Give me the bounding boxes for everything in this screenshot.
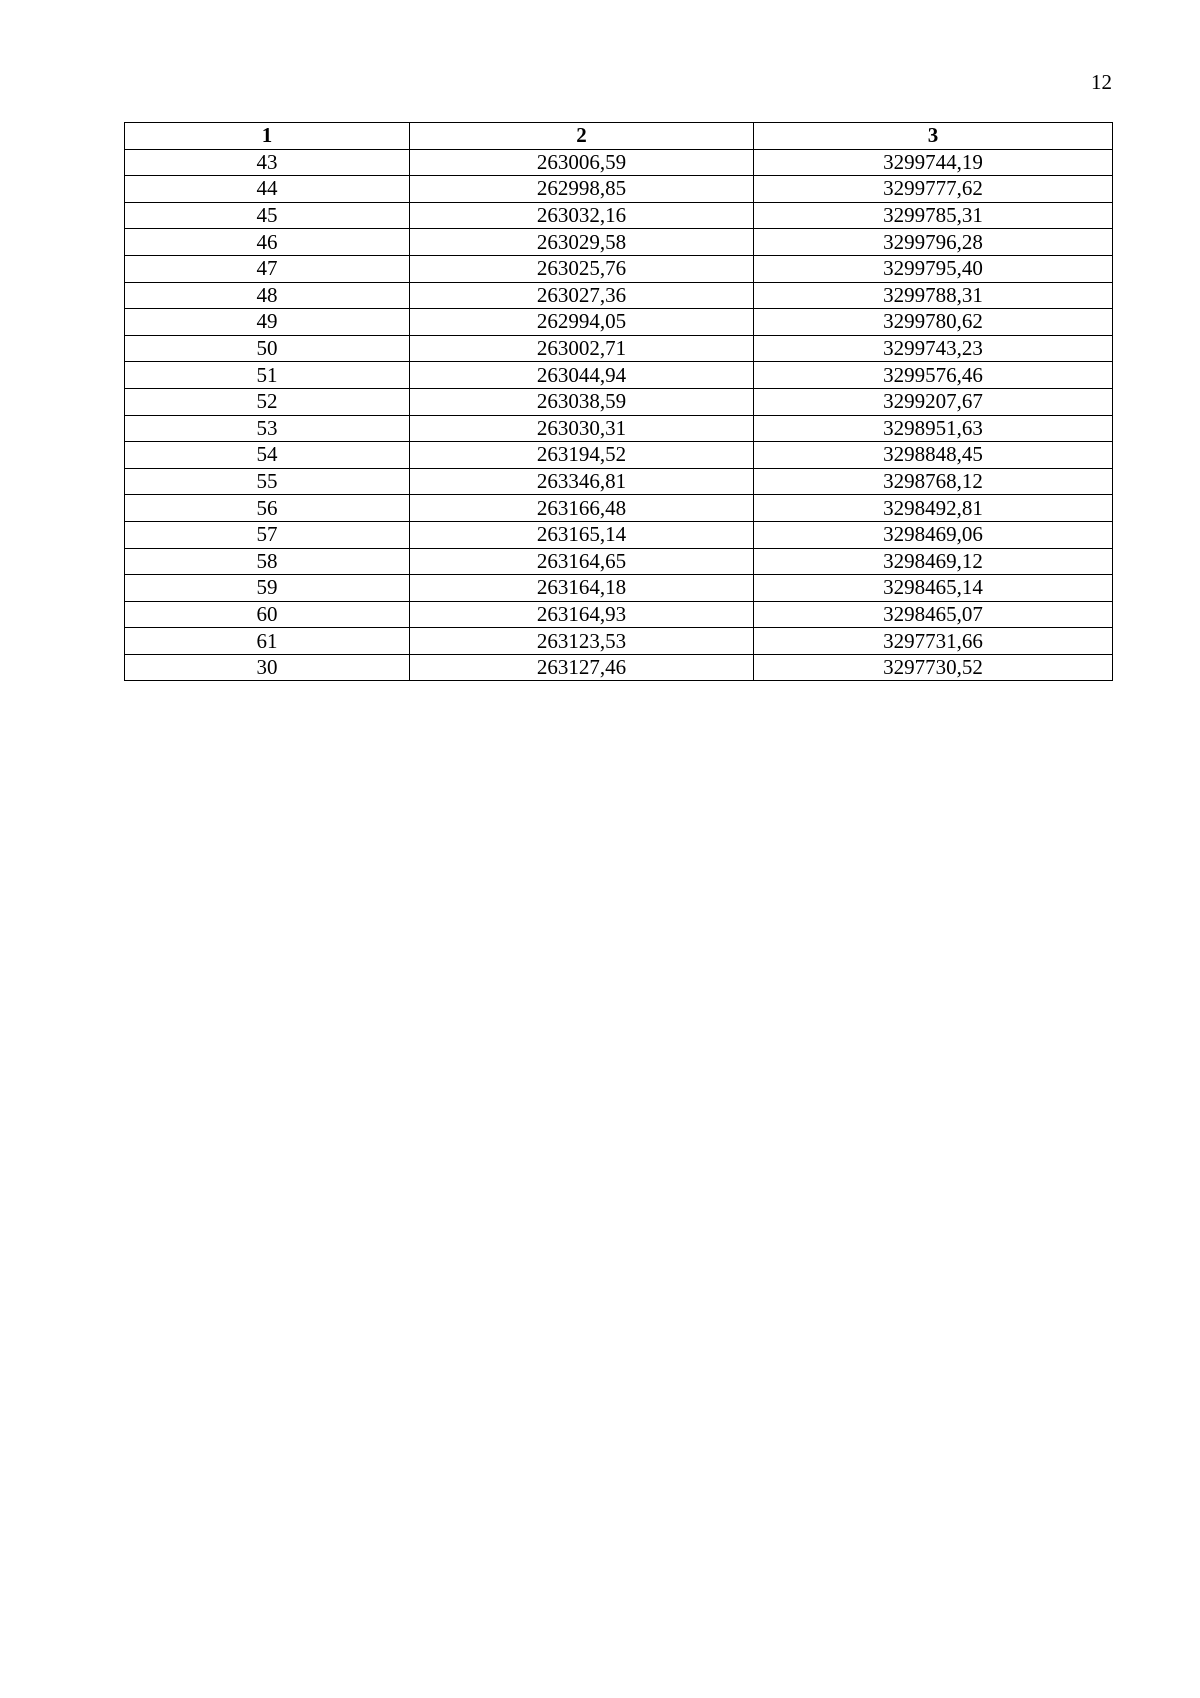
- table-cell-col-2: 263164,93: [410, 601, 754, 628]
- table-cell-col-3: 3298768,12: [754, 468, 1113, 495]
- table-cell-col-1: 44: [125, 176, 410, 203]
- table-cell-col-2: 263006,59: [410, 149, 754, 176]
- table-cell-col-2: 262994,05: [410, 309, 754, 336]
- table-cell-col-1: 52: [125, 388, 410, 415]
- table-cell-col-2: 263025,76: [410, 255, 754, 282]
- table-row: [125, 548, 1113, 575]
- table-row: [125, 495, 1113, 522]
- table-cell-col-1: 49: [125, 309, 410, 336]
- table-cell-col-2: 263044,94: [410, 362, 754, 389]
- table-cell-col-3: 3299795,40: [754, 255, 1113, 282]
- table-row: [125, 149, 1113, 176]
- table-cell-col-3: 3297731,66: [754, 628, 1113, 655]
- column-header-3: 3: [754, 123, 1113, 150]
- table-cell-col-1: 47: [125, 255, 410, 282]
- table-row: [125, 468, 1113, 495]
- table-cell-col-3: 3299207,67: [754, 388, 1113, 415]
- table-cell-col-1: 55: [125, 468, 410, 495]
- table-cell-col-1: 60: [125, 601, 410, 628]
- table-cell-col-1: 56: [125, 495, 410, 522]
- table-row: [125, 442, 1113, 469]
- table-cell-col-3: 3298848,45: [754, 442, 1113, 469]
- table-cell-col-3: 3298465,07: [754, 601, 1113, 628]
- table-cell-col-1: 45: [125, 202, 410, 229]
- table-cell-col-2: 263164,65: [410, 548, 754, 575]
- table-cell-col-3: 3298465,14: [754, 575, 1113, 602]
- table-cell-col-3: 3299780,62: [754, 309, 1113, 336]
- table-row: [125, 229, 1113, 256]
- table-cell-col-2: 263030,31: [410, 415, 754, 442]
- table-cell-col-2: 263002,71: [410, 335, 754, 362]
- coordinates-table: [124, 122, 1113, 681]
- table-row: [125, 282, 1113, 309]
- table-cell-col-1: 51: [125, 362, 410, 389]
- column-header-1: 1: [125, 123, 410, 150]
- table-cell-col-2: 263032,16: [410, 202, 754, 229]
- table-body: [125, 149, 1113, 681]
- table-cell-col-3: 3299576,46: [754, 362, 1113, 389]
- table-row: [125, 575, 1113, 602]
- table-row: [125, 202, 1113, 229]
- table-cell-col-3: 3298469,12: [754, 548, 1113, 575]
- table-cell-col-1: 30: [125, 654, 410, 681]
- table-cell-col-3: 3298492,81: [754, 495, 1113, 522]
- table-cell-col-2: 263346,81: [410, 468, 754, 495]
- table-row: [125, 415, 1113, 442]
- table-row: [125, 388, 1113, 415]
- table-cell-col-1: 61: [125, 628, 410, 655]
- table-cell-col-2: 263127,46: [410, 654, 754, 681]
- table-cell-col-1: 54: [125, 442, 410, 469]
- table-cell-col-1: 48: [125, 282, 410, 309]
- table-row: [125, 362, 1113, 389]
- table-cell-col-2: 263164,18: [410, 575, 754, 602]
- table-cell-col-3: 3297730,52: [754, 654, 1113, 681]
- table-cell-col-2: 263166,48: [410, 495, 754, 522]
- table-cell-col-1: 53: [125, 415, 410, 442]
- column-header-2: 2: [410, 123, 754, 150]
- table-cell-col-1: 58: [125, 548, 410, 575]
- table-cell-col-3: 3299788,31: [754, 282, 1113, 309]
- table-row: [125, 654, 1113, 681]
- table-cell-col-3: 3298951,63: [754, 415, 1113, 442]
- table-cell-col-2: 263027,36: [410, 282, 754, 309]
- table-cell-col-2: 262998,85: [410, 176, 754, 203]
- table-cell-col-1: 50: [125, 335, 410, 362]
- table-row: [125, 628, 1113, 655]
- table-row: [125, 601, 1113, 628]
- table-cell-col-3: 3299785,31: [754, 202, 1113, 229]
- table-cell-col-2: 263038,59: [410, 388, 754, 415]
- table-cell-col-1: 46: [125, 229, 410, 256]
- table-header-row: [125, 123, 1113, 150]
- table-row: [125, 521, 1113, 548]
- table-row: [125, 309, 1113, 336]
- table-cell-col-1: 59: [125, 575, 410, 602]
- table-cell-col-2: 263029,58: [410, 229, 754, 256]
- table-cell-col-1: 57: [125, 521, 410, 548]
- table-cell-col-3: 3298469,06: [754, 521, 1113, 548]
- table-row: [125, 335, 1113, 362]
- table-row: [125, 176, 1113, 203]
- table-row: [125, 255, 1113, 282]
- table-cell-col-3: 3299744,19: [754, 149, 1113, 176]
- table-cell-col-1: 43: [125, 149, 410, 176]
- table-cell-col-2: 263194,52: [410, 442, 754, 469]
- table-cell-col-2: 263165,14: [410, 521, 754, 548]
- table-cell-col-3: 3299777,62: [754, 176, 1113, 203]
- page-number: 12: [1091, 70, 1112, 94]
- table-cell-col-2: 263123,53: [410, 628, 754, 655]
- table-cell-col-3: 3299743,23: [754, 335, 1113, 362]
- table-cell-col-3: 3299796,28: [754, 229, 1113, 256]
